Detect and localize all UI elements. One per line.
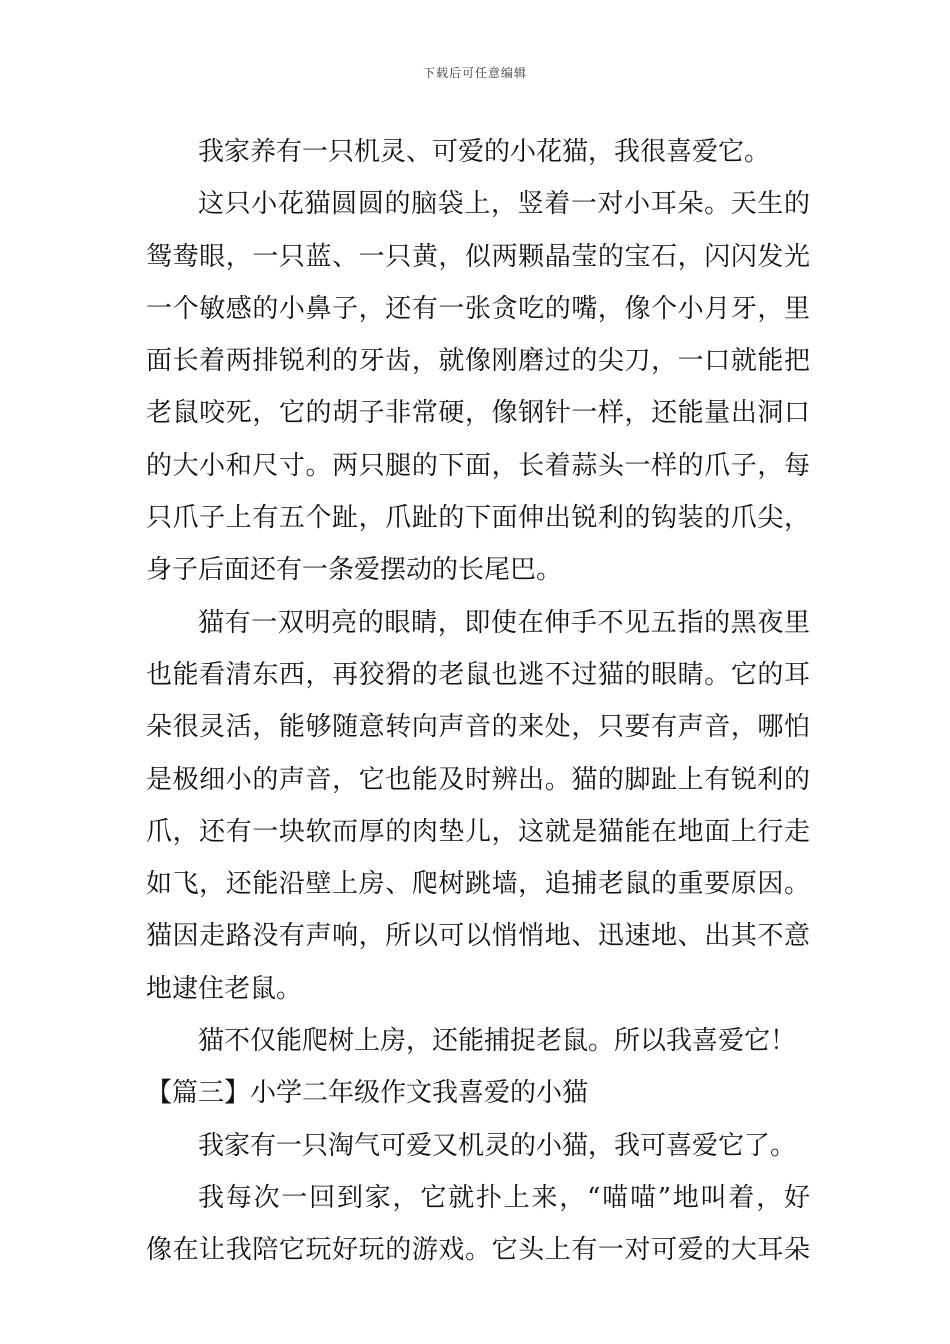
text-line: 像在让我陪它玩好玩的游戏。它头上有一对可爱的大耳朵 (146, 1235, 810, 1266)
page-header: 下载后可任意编辑 (422, 66, 527, 80)
text-line: 我每次一回到家，它就扑上来，“喵喵”地叫着，好 (198, 1182, 810, 1213)
text-line: 是极细小的声音，它也能及时辨出。猫的脚趾上有锐利的 (146, 764, 810, 795)
document-body (146, 126, 810, 1277)
text-line: 爪，还有一块软而厚的肉垫儿，这就是猫能在地面上行走 (146, 816, 810, 847)
text-line: 朵很灵活，能够随意转向声音的来处，只要有声音，哪怕 (146, 712, 810, 743)
text-line: 身子后面还有一条爱摆动的长尾巴。 (146, 555, 563, 586)
text-line: 只爪子上有五个趾，爪趾的下面伸出锐利的钩装的爪尖， (146, 503, 810, 534)
text-line: 面长着两排锐利的牙齿，就像刚磨过的尖刀，一口就能把 (146, 346, 810, 377)
text-line: 猫不仅能爬树上房，还能捕捉老鼠。所以我喜爱它！ (198, 1026, 797, 1057)
text-line: 我家有一只淘气可爱又机灵的小猫，我可喜爱它了。 (198, 1130, 797, 1161)
text-line: 这只小花猫圆圆的脑袋上，竖着一对小耳朵。天生的 (198, 189, 810, 220)
text-line: 猫有一双明亮的眼睛，即使在伸手不见五指的黑夜里 (198, 607, 810, 638)
text-line: 也能看清东西，再狡猾的老鼠也逃不过猫的眼睛。它的耳 (146, 659, 810, 690)
text-line: 【篇三】小学二年级作文我喜爱的小猫 (146, 1078, 589, 1109)
text-line: 地逮住老鼠。 (146, 973, 303, 1004)
text-line: 如飞，还能沿壁上房、爬树跳墙，追捕老鼠的重要原因。 (146, 869, 810, 900)
text-line: 我家养有一只机灵、可爱的小花猫，我很喜爱它。 (198, 137, 771, 167)
text-line: 一个敏感的小鼻子，还有一张贪吃的嘴，像个小月牙，里 (146, 293, 810, 324)
text-line: 的大小和尺寸。两只腿的下面，长着蒜头一样的爪子，每 (146, 450, 810, 481)
text-line: 猫因走路没有声响，所以可以悄悄地、迅速地、出其不意 (146, 921, 810, 952)
text-line: 鸳鸯眼，一只蓝、一只黄，似两颗晶莹的宝石，闪闪发光 (146, 241, 810, 272)
text-line: 老鼠咬死，它的胡子非常硬，像钢针一样，还能量出洞口 (146, 398, 810, 429)
